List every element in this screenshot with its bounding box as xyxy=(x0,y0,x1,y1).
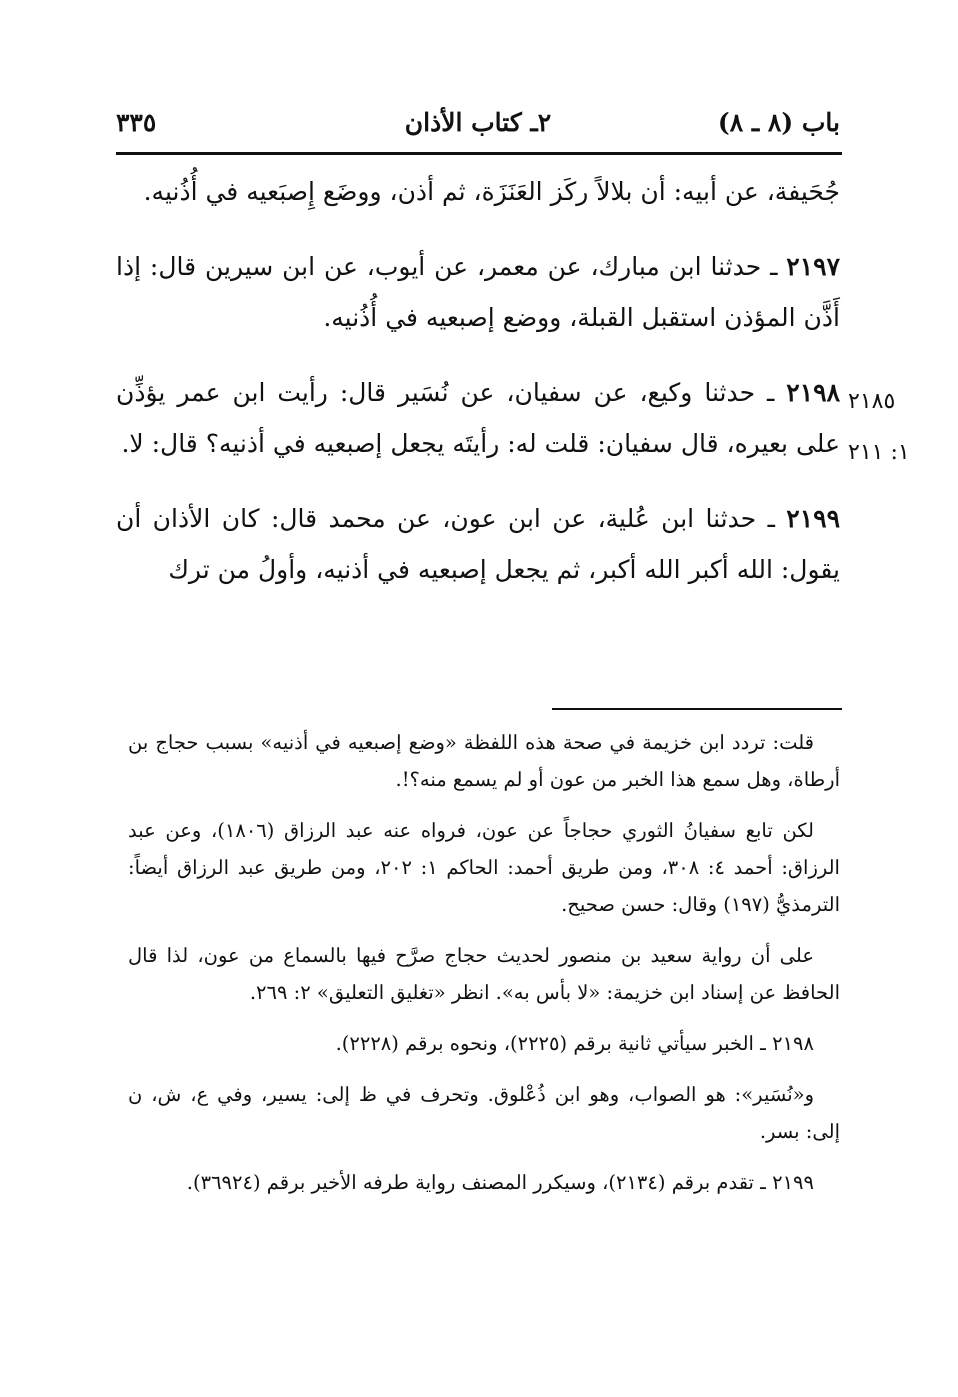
footnote: ٢١٩٩ ـ تقدم برقم (٢١٣٤)، وسيكرر المصنف رواية طرفه الأخير برقم (٣٦٩٢٤). xyxy=(186,1171,814,1194)
chapter-title: باب (٨ ـ ٨) xyxy=(717,107,840,137)
footnote-rule xyxy=(552,708,842,710)
margin-ref-1: ٢١٨٥ xyxy=(848,389,896,414)
footnote: ٢١٩٨ ـ الخبر سيأتي ثانية برقم (٢٢٢٥)، ونحوه برقم (٢٢٢٨). xyxy=(335,1032,814,1055)
footnote: قلت: تردد ابن خزيمة في صحة هذه اللفظة «وضع إصبعيه في أذنيه» بسبب حجاج بن أرطاة، وهل سمع هذا الخبر من عون أو لم يسمع منه؟!. xyxy=(128,731,840,791)
footnote: لكن تابع سفيانُ الثوري حجاجاً عن عون، فرواه عنه عبد الرزاق (١٨٠٦)، وعن عبد الرزاق: أحمد ٤: ٣٠٨، ومن طريق أحمد: الحاكم ١: ٢٠٢، ومن طريق عبد الرزاق أيضاً: الترمذيُّ (١٩٧) وقال: حسن صحيح. xyxy=(128,819,840,916)
page-header xyxy=(116,92,840,152)
footnote: على أن رواية سعيد بن منصور لحديث حجاج صرَّح فيها بالسماع من عون، لذا قال الحافظ عن إسناد ابن خزيمة: «لا بأس به». انظر «تغليق التعليق» ٢: ٢٦٩. xyxy=(128,944,840,1004)
main-text xyxy=(116,166,840,595)
footnotes xyxy=(128,724,840,1201)
hadith-2197 xyxy=(116,241,840,343)
hadith-number: ٢١٩٧ xyxy=(786,252,840,281)
hadith-text: ـ حدثنا ابن عُلية، عن ابن عون، عن محمد قال: كان الأذان أن يقول: الله أكبر الله أكبر، ثم يجعل إصبعيه في أذنيه، وأولُ من ترك xyxy=(116,504,840,584)
footnote: و«نُسَير»: هو الصواب، وهو ابن ذُعْلوق. وتحرف في ظ إلى: يسير، وفي ع، ش، ن إلى: بسر. xyxy=(128,1083,840,1143)
hadith-text: ـ حدثنا ابن مبارك، عن معمر، عن أيوب، عن ابن سيرين قال: إذا أَذَّن المؤذن استقبل القبلة، ووضع إصبعيه في أُذُنيه. xyxy=(116,252,840,332)
margin-ref-2: ١: ٢١١ xyxy=(848,440,910,465)
header-rule xyxy=(116,152,842,155)
hadith-number: ٢١٩٩ xyxy=(786,504,840,533)
book-title: ٢ـ كتاب الأذان xyxy=(404,107,552,137)
hadith-2198 xyxy=(116,367,840,469)
hadith-2199 xyxy=(116,493,840,595)
hadith-text: ـ حدثنا وكيع، عن سفيان، عن نُسَير قال: رأيت ابن عمر يؤذِّن على بعيره، قال سفيان: قلت له: رأيتَه يجعل إصبعيه في أذنيه؟ قال: لا. xyxy=(116,378,840,458)
page-number: ٣٣٥ xyxy=(116,107,157,137)
hadith-continuation: جُحَيفة، عن أبيه: أن بلالاً ركَز العَنَزَة، ثم أذن، ووضَع إِصبَعيه في أُذُنيه. xyxy=(143,177,840,206)
hadith-number: ٢١٩٨ xyxy=(786,378,840,407)
